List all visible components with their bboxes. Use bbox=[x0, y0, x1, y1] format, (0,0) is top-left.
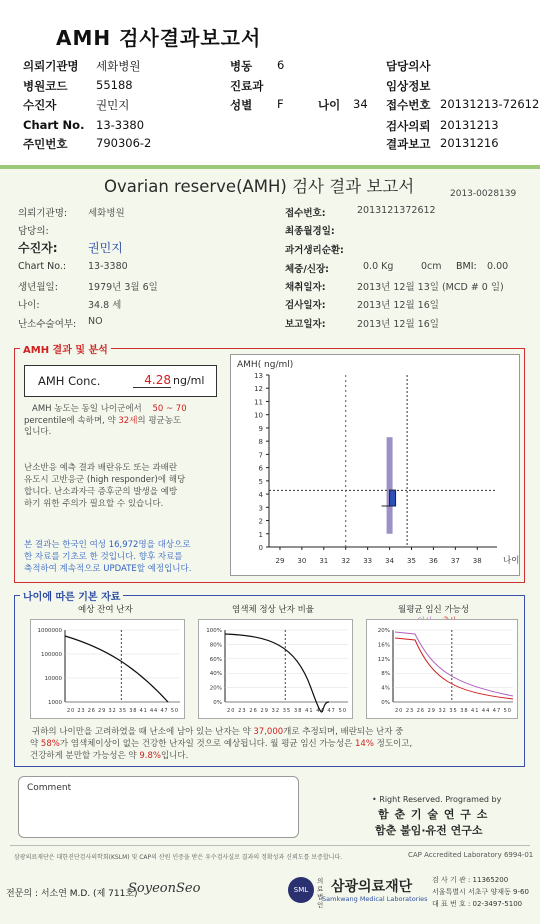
basic-text-1b: 개로 추정되며, 배란되는 난자 중 bbox=[283, 727, 404, 737]
birth-pct: 9.8% bbox=[139, 751, 161, 761]
y-axis-label: AMH( ng/ml) bbox=[237, 360, 294, 370]
amh-interp-4: 하기 위한 주의가 필요할 수 있습니다. bbox=[24, 499, 164, 509]
mini-y-tick-label: 20% bbox=[209, 685, 222, 692]
r-patient-label: 수진자: bbox=[18, 241, 58, 255]
amh-pct-range: 50 ~ 70 bbox=[152, 404, 187, 414]
receipt-label: 접수번호 bbox=[386, 98, 431, 112]
amh-conc-box bbox=[24, 365, 217, 397]
amh-note-1: 본 결과는 한국인 여성 16,972명을 대상으로 bbox=[24, 540, 191, 550]
amh-equiv-age: 32세 bbox=[118, 416, 138, 426]
amh-note-2: 한 자료를 기초로 한 것입니다. 향후 자료를 bbox=[24, 552, 183, 562]
clinical-label: 임상정보 bbox=[386, 79, 431, 93]
mini-y-tick-label: 1000000 bbox=[37, 628, 62, 634]
inst-label: 의뢰기관명 bbox=[23, 59, 79, 73]
r-report-date-value: 2013년 12월 16일 bbox=[357, 319, 439, 330]
x-tick-label: 32 bbox=[341, 557, 351, 565]
amh-desc-2: percentile에 속하며, 약 bbox=[24, 416, 116, 426]
sex-value: F bbox=[277, 97, 284, 111]
x-tick-label: 36 bbox=[428, 557, 438, 565]
amh-chart-box bbox=[230, 354, 520, 576]
amh-desc-1: AMH 농도는 동일 나이군에서 bbox=[32, 404, 142, 414]
mini-y-tick-label: 80% bbox=[209, 642, 222, 649]
x-tick-label: 30 bbox=[297, 557, 307, 565]
age-value: 34 bbox=[353, 97, 368, 111]
basic-text-1a: 귀하의 나이만을 고려하였을 때 난소에 남아 있는 난자는 약 bbox=[32, 727, 251, 737]
x-tick-label: 34 bbox=[385, 557, 395, 565]
mini-y-tick-label: 10000 bbox=[44, 676, 62, 682]
y-tick-label: 3 bbox=[258, 504, 263, 513]
r-receipt-value: 2013121372612 bbox=[357, 205, 436, 216]
normal-pct: 58% bbox=[40, 739, 60, 749]
r-dob-value: 1979년 3월 6일 bbox=[88, 282, 158, 293]
pregnancy-chart bbox=[367, 620, 519, 720]
y-tick-label: 7 bbox=[258, 451, 263, 460]
right-reserved: • Right Reserved. Programed by bbox=[372, 795, 502, 804]
r-doctor-label: 담당의: bbox=[18, 226, 49, 237]
inst-value: 세화병원 bbox=[96, 59, 141, 73]
mini-y-tick-label: 40% bbox=[209, 671, 222, 678]
hosp-code-label: 병원코드 bbox=[23, 79, 68, 93]
y-tick-label: 4 bbox=[258, 491, 263, 500]
chart2-title: 염색체 정상 난자 비율 bbox=[232, 605, 315, 615]
report-top-band bbox=[0, 165, 540, 169]
chart-no-value: 13-3380 bbox=[96, 118, 145, 132]
rrn-label: 주민번호 bbox=[23, 137, 68, 151]
comment-label: Comment bbox=[27, 783, 72, 793]
doctor-label: 담당의사 bbox=[386, 59, 431, 73]
basic-section-label: 나이에 따른 기본 자료 bbox=[20, 588, 123, 603]
y-tick-label: 13 bbox=[254, 372, 263, 380]
mini-x-ticks: 20 23 26 29 32 35 38 41 44 47 50 bbox=[227, 708, 346, 714]
basic-text-3b: 입니다. bbox=[160, 751, 189, 761]
y-tick-label: 8 bbox=[258, 438, 263, 447]
age-label: 나이 bbox=[318, 98, 341, 112]
y-tick-label: 0 bbox=[258, 544, 263, 552]
r-test-date-label: 검사일자: bbox=[285, 300, 326, 311]
r-patient-value: 권민지 bbox=[88, 241, 123, 255]
eggs-value: 37,000 bbox=[253, 727, 284, 737]
doc-number: 2013-0028139 bbox=[450, 189, 517, 199]
specialist: 전문의 : 서소연 M.D. (제 711호) bbox=[6, 889, 138, 899]
receipt-value: 20131213-72612 bbox=[440, 97, 540, 111]
amh-interp-2: 유도시 고반응군 (high responder)에 해당 bbox=[24, 475, 186, 485]
r-inst-label: 의뢰기관명: bbox=[18, 208, 68, 219]
r-history-label: 과거생리순환: bbox=[285, 245, 344, 256]
r-height-value: 0cm bbox=[421, 261, 442, 272]
r-inst-value: 세화병원 bbox=[88, 208, 125, 219]
page-title: AMH 검사결과보고서 bbox=[56, 26, 262, 50]
r-surgery-label: 난소수술여부: bbox=[18, 319, 77, 330]
basic-text-line1 bbox=[32, 727, 403, 738]
y-tick-label: 10 bbox=[254, 411, 263, 420]
mini-y-tick-label: 100000 bbox=[41, 652, 62, 658]
lab-name-2: 함춘 불임·유전 연구소 bbox=[375, 824, 483, 837]
license: 검 사 기 관 : 11365200 bbox=[432, 876, 509, 884]
r-collect-value: 2013년 12월 13일 (MCD # 0 일) bbox=[357, 282, 504, 293]
ward-value: 6 bbox=[277, 58, 285, 72]
amh-chart bbox=[231, 355, 521, 577]
dept-label: 진료과 bbox=[230, 79, 264, 93]
r-age-value: 34.8 세 bbox=[88, 300, 122, 311]
amh-desc-line2 bbox=[24, 416, 181, 427]
patient-label: 수진자 bbox=[23, 98, 57, 112]
scanned-report bbox=[0, 165, 540, 924]
mini-y-tick-label: 12% bbox=[377, 656, 390, 663]
comment-box bbox=[18, 776, 299, 838]
foundation-logo-icon: SML bbox=[288, 877, 314, 903]
foundation-en: Samkwang Medical Laboratories bbox=[322, 895, 428, 903]
pregnancy-curve bbox=[395, 632, 513, 696]
x-tick-label: 37 bbox=[450, 557, 460, 565]
amh-section-label: AMH 결과 및 분석 bbox=[20, 341, 111, 356]
basic-text-line3 bbox=[30, 751, 188, 762]
normal-ratio-chart-box bbox=[198, 619, 353, 719]
eggs-curve bbox=[65, 636, 168, 702]
mini-y-tick-label: 0% bbox=[381, 700, 390, 706]
mini-y-tick-label: 100% bbox=[206, 628, 222, 634]
mini-y-tick-label: 4% bbox=[381, 685, 390, 692]
r-test-date-value: 2013년 12월 16일 bbox=[357, 300, 439, 311]
basic-text-2a: 약 bbox=[30, 739, 39, 749]
foundation-prefix: 의료법인 bbox=[317, 877, 324, 909]
mini-y-tick-label: 20% bbox=[377, 628, 390, 634]
rrn-value: 790306-2 bbox=[96, 136, 152, 150]
y-tick-label: 9 bbox=[258, 424, 263, 433]
r-lmp-label: 최종월경일: bbox=[285, 226, 335, 237]
x-tick-label: 31 bbox=[319, 557, 329, 565]
footer-divider bbox=[10, 845, 530, 846]
mini-y-tick-label: 16% bbox=[377, 642, 390, 649]
r-dob-label: 생년월일: bbox=[18, 282, 58, 293]
mini-y-tick-label: 0% bbox=[213, 700, 222, 706]
basic-text-2c: 정도이고, bbox=[376, 739, 413, 749]
cap-note: CAP Accredited Laboratory 6994-01 bbox=[408, 851, 534, 859]
r-age-label: 나이: bbox=[18, 300, 40, 311]
basic-text-2b: 가 염색체이상이 없는 건강한 난자일 것으로 예상됩니다. 월 평균 임신 가능성은 bbox=[59, 739, 353, 749]
amh-conc-value: 4.28 bbox=[133, 373, 171, 388]
r-bmi-value: 0.00 bbox=[487, 261, 509, 272]
request-value: 20131213 bbox=[440, 118, 499, 132]
hosp-code-value: 55188 bbox=[96, 78, 133, 92]
amh-conc-label: AMH Conc. bbox=[38, 374, 101, 388]
x-tick-label: 35 bbox=[407, 557, 416, 565]
cert-note: 삼광의료재단은 대한진단검사의학회(KSLM) 및 CAP의 산원 인증을 받은 우수검사실로 결과의 정확성과 신뢰도를 보증합니다. bbox=[14, 854, 343, 861]
address: 서울특별시 서초구 양재동 9-60 bbox=[432, 888, 529, 896]
r-collect-label: 채취일자: bbox=[285, 282, 326, 293]
r-chart-label: Chart No.: bbox=[18, 261, 67, 272]
y-tick-label: 1 bbox=[258, 530, 263, 539]
r-bmi-label: BMI: bbox=[456, 261, 477, 272]
mini-y-tick-label: 8% bbox=[381, 671, 390, 678]
sex-label: 성별 bbox=[230, 98, 253, 112]
amh-note-3: 축적하여 계속적으로 UPDATE할 예정입니다. bbox=[24, 564, 192, 574]
y-tick-label: 11 bbox=[254, 398, 263, 407]
x-axis-label: 나이 bbox=[503, 556, 520, 566]
basic-text-line2 bbox=[30, 739, 412, 750]
lab-name-1: 함 춘 기 술 연 구 소 bbox=[378, 808, 489, 821]
amh-desc-line1 bbox=[32, 404, 187, 415]
r-report-date-label: 보고일자: bbox=[285, 319, 326, 330]
foundation-name: 삼광의료재단 bbox=[331, 879, 413, 895]
y-tick-label: 12 bbox=[254, 385, 263, 394]
amh-desc-4: 입니다. bbox=[24, 427, 52, 437]
report-value: 20131216 bbox=[440, 136, 499, 150]
y-tick-label: 2 bbox=[258, 517, 263, 526]
x-tick-label: 38 bbox=[472, 557, 482, 565]
report-title: Ovarian reserve(AMH) 검사 결과 보고서 bbox=[104, 177, 415, 196]
request-label: 검사의뢰 bbox=[386, 119, 431, 133]
eggs-chart-box bbox=[30, 619, 185, 719]
x-tick-label: 29 bbox=[275, 557, 285, 565]
age-group-range-bar bbox=[387, 437, 393, 534]
age-group-box bbox=[390, 490, 396, 506]
y-tick-label: 6 bbox=[258, 464, 263, 473]
normal-ratio-chart bbox=[199, 620, 354, 720]
report-label: 결과보고 bbox=[386, 137, 431, 151]
mini-x-ticks: 20 23 26 29 32 35 38 41 44 47 50 bbox=[67, 708, 178, 714]
r-weight-value: 0.0 Kg bbox=[363, 261, 394, 272]
chart1-title: 예상 잔여 난자 bbox=[78, 605, 133, 615]
amh-conc-unit: ng/ml bbox=[173, 374, 205, 387]
r-hw-label: 체중/신장: bbox=[285, 264, 329, 275]
ward-label: 병동 bbox=[230, 59, 253, 73]
eggs-chart bbox=[31, 620, 186, 720]
patient-value: 권민지 bbox=[96, 98, 130, 112]
chart-no-label: Chart No. bbox=[23, 118, 85, 132]
y-tick-label: 5 bbox=[258, 477, 263, 486]
r-surgery-value: NO bbox=[88, 316, 103, 327]
birth-curve bbox=[395, 638, 513, 699]
x-tick-label: 33 bbox=[363, 557, 373, 565]
r-receipt-label: 접수번호: bbox=[285, 208, 326, 219]
preg-pct: 14% bbox=[355, 739, 374, 749]
amh-desc-3: 의 평균농도 bbox=[137, 416, 182, 426]
mini-y-tick-label: 60% bbox=[209, 656, 222, 663]
basic-text-3a: 건강하게 분만할 가능성은 약 bbox=[30, 751, 137, 761]
r-chart-value: 13-3380 bbox=[88, 261, 128, 272]
amh-interp-3: 합니다. 난소과자극 증후군의 발생을 예방 bbox=[24, 487, 178, 497]
signature: SoyeonSeo bbox=[128, 881, 201, 896]
chart3-title: 월평균 임신 가능성 bbox=[398, 605, 470, 615]
mini-x-ticks: 20 23 26 29 32 35 38 41 44 47 50 bbox=[395, 708, 511, 714]
phone: 대 표 번 호 : 02-3497-5100 bbox=[432, 900, 523, 908]
amh-interp-1: 난소반응 예측 결과 배란유도 또는 과배란 bbox=[24, 463, 178, 473]
pregnancy-chart-box bbox=[366, 619, 518, 719]
mini-y-tick-label: 1000 bbox=[48, 700, 62, 706]
